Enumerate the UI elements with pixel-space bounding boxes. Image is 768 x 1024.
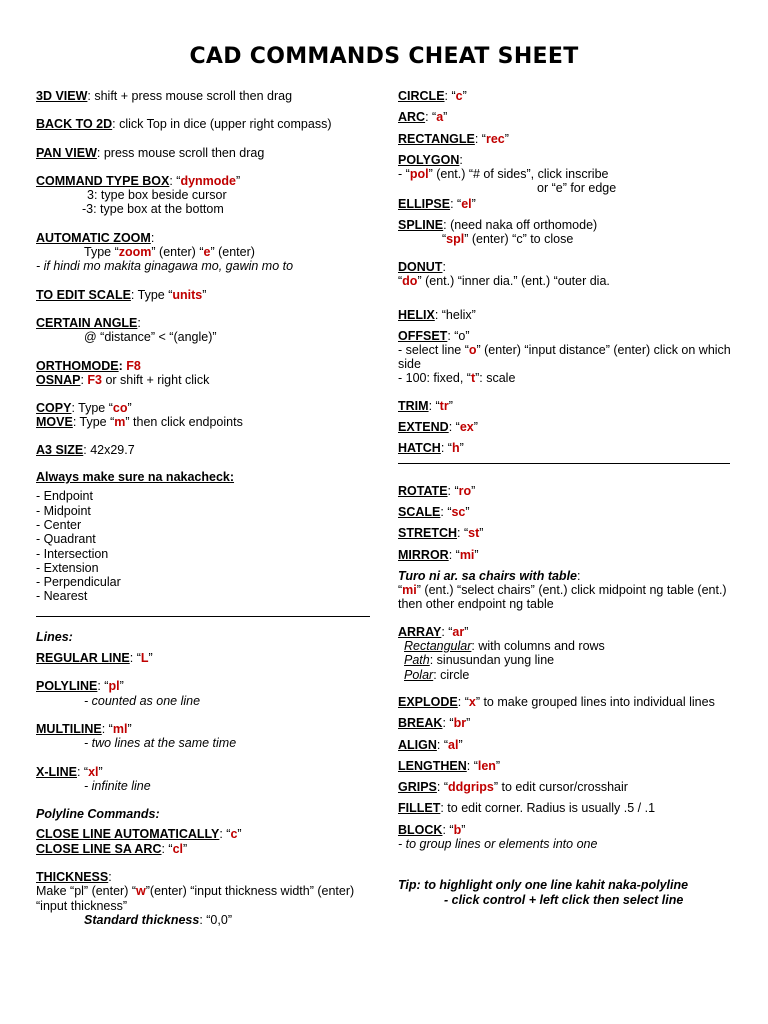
entry-3d-view: 3D VIEW: shift + press mouse scroll then drag [36, 89, 293, 103]
entry-helix: HELIX: “helix” [398, 308, 476, 323]
list-item: - Endpoint [36, 489, 93, 504]
entry-edit-scale: TO EDIT SCALE: Type “units” [36, 287, 207, 302]
entry-arc: ARC: “a” [398, 110, 448, 125]
list-item: - Quadrant [36, 532, 96, 547]
divider [36, 616, 370, 617]
entry-orthomode: ORTHOMODE: F8 [36, 358, 141, 373]
entry-rotate: ROTATE: “ro” [398, 483, 476, 498]
entry-spline: SPLINE: (need naka off orthomode) “spl” (enter) “c” to close [398, 218, 598, 247]
entry-back-to-2d: BACK TO 2D: click Top in dice (upper right compass) [36, 117, 332, 132]
list-item: - Perpendicular [36, 575, 121, 590]
entry-fillet: FILLET: to edit corner. Radius is usually .5 / .1 [398, 801, 656, 816]
entry-multiline: MULTILINE: “ml” - two lines at the same time [36, 721, 237, 751]
entry-block: BLOCK: “b” - to group lines or elements into one [398, 822, 598, 851]
list-item: - Center [36, 517, 82, 532]
entry-thickness: THICKNESS: Make “pl” (enter) “w”(enter) “input thickness width” (enter) “input thickness” Standard thickness: “0,0” [36, 869, 355, 927]
entry-close-line-automatically: CLOSE LINE AUTOMATICALLY: “c” [36, 827, 242, 842]
entry-rectangle: RECTANGLE: “rec” [398, 131, 509, 146]
command-key: 3D VIEW [36, 89, 88, 103]
checklist-heading: Always make sure na nakacheck: [36, 470, 235, 485]
entry-circle: CIRCLE: “c” [398, 89, 467, 103]
entry-stretch: STRETCH: “st” [398, 526, 484, 541]
list-item: - Intersection [36, 546, 109, 561]
entry-donut: DONUT: “do” (ent.) “inner dia.” (ent.) “outer dia. [398, 259, 610, 288]
tip-text: Tip: to highlight only one line kahit naka-polyline [398, 878, 689, 893]
entry-regular-line: REGULAR LINE: “L” [36, 651, 153, 666]
entry-scale: SCALE: “sc” [398, 504, 470, 519]
right-column [398, 89, 738, 907]
entry-a3-size: A3 SIZE: 42x29.7 [36, 442, 135, 457]
entry-ellipse: ELLIPSE: “el” [398, 196, 476, 211]
list-item: - Midpoint [36, 503, 91, 518]
entry-mirror: MIRROR: “mi” [398, 547, 479, 562]
entry-extend: EXTEND: “ex” [398, 420, 478, 435]
entry-polyline: POLYLINE: “pl” - counted as one line [36, 679, 201, 708]
entry-command-type-box: COMMAND TYPE BOX: “dynmode” 3: type box beside cursor -3: type box at the bottom [36, 173, 241, 217]
entry-break: BREAK: “br” [398, 716, 471, 731]
polyline-commands-heading: Polyline Commands: [36, 807, 160, 822]
entry-certain-angle: CERTAIN ANGLE: @ “distance” < “(angle)” [36, 315, 217, 345]
entry-automatic-zoom: AUTOMATIC ZOOM: Type “zoom” (enter) “e” (enter) - if hindi mo makita ginagawa mo, gawin mo to [36, 230, 294, 274]
entry-hatch: HATCH: “h” [398, 441, 464, 456]
entry-array: ARRAY: “ar” Rectangular: with columns and rows Path: sinusundan yung line Polar: circle [398, 624, 605, 682]
entry-x-line: X-LINE: “xl” - infinite line [36, 764, 151, 793]
entry-grips: GRIPS: “ddgrips” to edit cursor/crosshair [398, 780, 628, 795]
list-item: - Nearest [36, 589, 88, 604]
entry-lengthen: LENGTHEN: “len” [398, 758, 501, 773]
entry-osnap: OSNAP: F3 or shift + right click [36, 372, 210, 387]
entry-trim: TRIM: “tr” [398, 398, 453, 413]
divider [398, 463, 730, 464]
page-title: CAD COMMANDS CHEAT SHEET [189, 44, 579, 69]
list-item: - Extension [36, 560, 99, 575]
entry-pan-view: PAN VIEW: press mouse scroll then drag [36, 145, 265, 160]
tip-text: - click control + left click then select line [444, 892, 684, 907]
entry-polygon: POLYGON: - “pol” (ent.) “# of sides”, click inscribe or “e” for edge [398, 152, 617, 196]
entry-align: ALIGN: “al” [398, 737, 463, 752]
entry-offset: OFFSET: “o” - select line “o” (enter) “input distance” (enter) click on which side - 100: fixed, “t”: scale [398, 328, 731, 386]
entry-move: MOVE: Type “m” then click endpoints [36, 415, 243, 430]
entry-chairs-with-table: Turo ni ar. sa chairs with table: “mi” (ent.) “select chairs” (ent.) click midpoint ng table (ent.) then other endpoint ng table [398, 568, 727, 612]
entry-close-line-sa-arc: CLOSE LINE SA ARC: “cl” [36, 841, 188, 856]
checklist [36, 470, 372, 604]
entry-copy: COPY: Type “co” [36, 401, 132, 416]
lines-heading: Lines: [36, 629, 73, 644]
left-column [36, 89, 372, 927]
entry-explode: EXPLODE: “x” to make grouped lines into individual lines [398, 694, 715, 709]
